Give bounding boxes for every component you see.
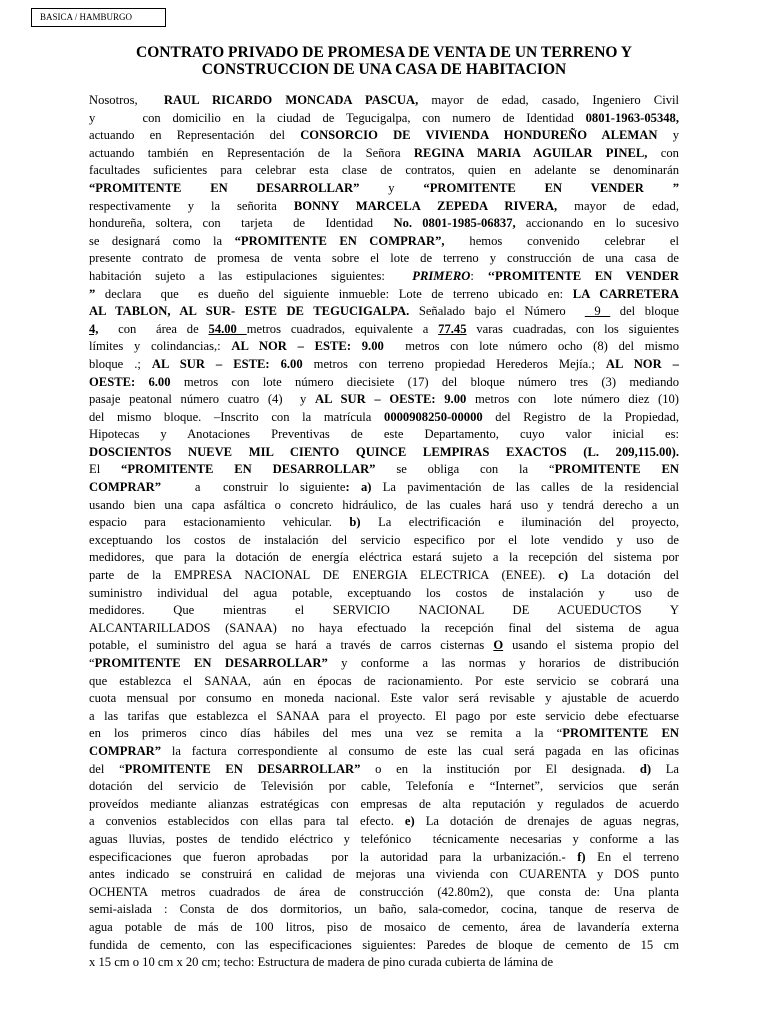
body-text-segment: dotación del servicio de Televisión por cable, Telefonía e “Internet”, servicios que serán [89,779,679,794]
body-line [89,321,679,339]
body-text-segment: OESTE: 6.00 [89,374,171,389]
body-line [89,303,679,321]
body-line [89,374,679,392]
body-text-segment: “PROMITENTE EN DESARROLLAR” [121,462,376,477]
body-text-segment: metros con lote número diez (10) [466,392,679,407]
body-line [89,549,679,567]
body-line [89,690,679,708]
body-text-segment: La electrificación e iluminación del proyecto, [360,515,679,530]
body-text-segment: OCHENTA metros cuadrados de área de construcción (42.80m2), que consta de: Una planta [89,884,679,899]
body-text-segment: con [647,145,679,160]
body-text-segment: especificaciones que fueron aprobadas por la autoridad para la urbanización.- [89,849,578,864]
body-text-segment: REGINA MARIA AGUILAR PINEL, [413,145,648,160]
body-line [89,831,679,849]
body-text-segment: usando bien una capa asfáltica o concreto hidráulico, de las cuales hará uso y tendrá derecho a un [89,497,679,512]
body-text-segment: actuando en Representación del [89,128,301,143]
body-text-segment: En el terreno [585,849,679,864]
body-text-segment: metros cuadrados, equivalente a [246,321,439,336]
body-text-segment: CONSORCIO DE VIVIENDA HONDUREÑO ALEMAN [300,128,658,143]
body-line [89,444,679,462]
body-text-segment: límites y colindancias,: [89,339,232,354]
body-text-segment: bloque .; [89,356,152,371]
body-text-segment: parte de la EMPRESA NACIONAL DE ENERGIA ELECTRICA (ENEE). [89,568,559,583]
body-line [89,761,679,779]
body-text-segment: y [657,128,679,143]
body-line [89,215,679,233]
body-text-segment: agua potable de más de 100 litros, piso de mosaico de cemento, área de lavandería externa [89,919,679,934]
body-text-segment: El [89,462,122,477]
body-text-segment: del bloque [610,304,680,319]
body-text-segment: x 15 cm o 10 cm x 20 cm; techo: Estructura de madera de pino curada cubierta de lámina de [89,955,554,970]
body-text-segment: PROMITENTE EN DESARROLLAR” [94,656,328,670]
body-text-segment: 9 [584,304,611,319]
body-line [89,479,679,497]
body-text-segment: DOSCIENTOS NUEVE MIL CIENTO QUINCE LEMPIRAS EXACTOS (L. 209,115.00). [89,444,679,459]
body-line [89,233,679,251]
body-text-segment: presente contrato de promesa de venta sobre el lote de terreno y construcción de una casa de [89,251,679,266]
body-text-segment: La dotación del [568,568,680,583]
body-text-segment: O [493,638,504,653]
body-line [89,725,679,743]
body-line [89,620,679,638]
body-line [89,937,679,955]
body-line [89,954,679,972]
body-text-segment: hondureña, soltera, con tarjeta de Identidad [89,216,394,231]
body-text-segment: ” [89,286,96,301]
body-line [89,286,679,304]
body-line [89,198,679,216]
body-text-segment: medidores. Que mientras el SERVICIO NACIONAL DE ACUEDUCTOS Y [89,603,679,618]
body-text-segment: La dotación de drenajes de aguas negras, [414,814,680,829]
body-text-segment: facultades suficientes para celebrar esta clase de contratos, quien en adelante se denominarán [89,163,679,178]
contract-body [89,92,679,972]
body-text-segment: usando el sistema propio del [503,638,679,653]
body-text-segment: metros con terreno propiedad Herederos Mejía.; [302,356,606,371]
body-text-segment: a convenios establecidos con ellas para tal efecto. [89,814,405,829]
body-line [89,514,679,532]
body-line [89,145,679,163]
body-line [89,110,679,128]
body-text-segment: PRIMERO [412,268,471,283]
body-line [89,391,679,409]
body-line [89,796,679,814]
body-text-segment: del Registro de la Propiedad, [482,409,680,424]
body-text-segment: e) [404,814,415,829]
body-text-segment: Nosotros, [89,93,164,107]
body-line [89,532,679,550]
body-text-segment: metros con lote número ocho (8) del mismo [383,339,679,354]
body-text-segment: PROMITENTE EN DESARROLLAR” [124,761,361,776]
body-line [89,497,679,515]
body-text-segment: 4, [89,321,99,336]
body-text-segment: ‘‘PROMITENTE EN VENDER [487,268,679,283]
body-text-segment: AL TABLON, AL SUR- ESTE DE TEGUCIGALPA. [89,304,410,319]
body-text-segment: La pavimentación de las calles de la residencial [371,480,679,495]
body-text-segment: y conforme a las normas y horarios de distribución [327,656,679,670]
body-line [89,250,679,268]
body-text-segment: proveídos mediante alianzas estratégicas con empresas de alta reputación y regulados de acuerdo [89,796,679,811]
body-line [89,655,679,673]
body-text-segment: AL NOR – [605,356,679,371]
body-line [89,585,679,603]
title-line-1: CONTRATO PRIVADO DE PROMESA DE VENTA DE UN TERRENO Y [136,44,632,61]
body-text-segment: mayor de edad, [557,198,679,213]
body-line [89,268,679,286]
header-tag: BASICA / HAMBURGO [31,8,166,27]
body-text-segment: La [651,761,679,776]
body-text-segment: aguas lluvias, postes de tendido eléctrico y telefónico técnicamente necesarias y conforme a las [89,831,679,846]
body-text-segment: habitación sujeto a las estipulaciones siguientes: [89,268,413,283]
body-text-segment: AL SUR – OESTE: 9.00 [314,392,467,407]
body-line [89,743,679,761]
body-text-segment: que establezca el SANAA, aún en épocas de racionamiento. Por este servicio se cobrará una [89,673,679,688]
body-line [89,92,679,110]
body-line [89,866,679,884]
body-text-segment: COMPRAR” [89,480,162,495]
body-text-segment: “PROMITENTE EN VENDER ” [423,180,680,195]
body-text-segment: antes indicado se construirá en calidad de mejoras una vivienda con CUARENTA y DOS punto [89,867,679,882]
body-line [89,461,679,479]
body-line [89,884,679,902]
body-line [89,338,679,356]
body-text-segment: b) [349,515,361,530]
body-text-segment: y con domicilio en la ciudad de Tegucigalpa, con numero de Identidad [89,110,586,125]
body-text-segment: RAUL RICARDO MONCADA PASCUA, [163,93,419,107]
body-text-segment: f) [577,849,586,864]
body-text-segment: PROMITENTE EN [554,462,679,477]
body-text-segment: fundida de cemento, con las especificaciones siguientes: Paredes de bloque de cemento de 15 cm [89,937,679,952]
body-text-segment: pasaje peatonal número cuatro (4) y [89,392,315,407]
body-text-segment: : [470,268,488,283]
body-text-segment: la factura correspondiente al consumo de este las cual será pagada en las oficinas [161,743,679,758]
body-text-segment: “ [89,656,95,670]
body-text-segment: con área de [98,321,209,336]
body-text-segment: hemos convenido celebrar el [444,233,679,248]
body-text-segment: 54.00 [208,321,247,336]
body-text-segment: varas cuadradas, con los siguientes [466,321,680,336]
body-line [89,813,679,831]
body-line [89,356,679,374]
body-text-segment: exceptuando los costos de instalación del servicio especifico por el lote vendido y uso de [89,532,679,547]
body-text-segment: “PROMITENTE EN DESARROLLAR” [89,180,360,195]
body-text-segment: c) [558,568,569,583]
body-text-segment: actuando también en Representación de la Señora [89,145,414,160]
body-line [89,426,679,444]
body-line [89,180,679,198]
body-text-segment: 77.45 [438,321,467,336]
body-line [89,673,679,691]
body-text-segment: PROMITENTE EN [562,726,679,741]
body-line [89,162,679,180]
body-text-segment: semi-aislada : Consta de dos dormitorios, un baño, sala-comedor, cocina, tanque de reserva de [89,902,679,917]
body-line [89,901,679,919]
body-text-segment: 0801-1963-05348, [585,110,679,125]
body-line [89,778,679,796]
body-text-segment: AL SUR – ESTE: 6.00 [151,356,303,371]
body-text-segment: espacio para estacionamiento vehicular. [89,515,350,530]
body-text-segment: cuota mensual por consumo en moneda nacional. Este valor será revisable y ajustable de acuerdo [89,691,679,706]
body-line [89,849,679,867]
body-text-segment: accionando en lo sucesivo [515,216,679,231]
body-text-segment: del mismo bloque. –Inscrito con la matrícula [89,409,385,424]
body-line [89,602,679,620]
body-text-segment: potable, el suministro del agua se hará a través de carros cisternas [89,638,494,653]
body-text-segment: y [359,180,424,195]
body-text-segment: Señalado bajo el Número [409,304,585,319]
body-text-segment: medidores, que para la dotación de energía eléctrica estará sujeto a la recepción del sistema por [89,550,679,565]
body-text-segment: declara que es dueño del siguiente inmueble: Lote de terreno ubicado en: [95,286,573,301]
body-text-segment: se designará como la [89,233,235,248]
body-text-segment: : a) [345,480,372,495]
body-text-segment: mayor de edad, casado, Ingeniero Civil [418,93,679,107]
body-text-segment: d) [639,761,652,776]
body-text-segment: a construir lo siguiente [161,480,346,495]
body-text-segment: No. 0801-1985-06837, [393,216,516,231]
body-line [89,567,679,585]
body-text-segment: COMPRAR” [89,743,162,758]
body-line [89,637,679,655]
body-text-segment: “PROMITENTE EN COMPRAR”, [234,233,445,248]
body-text-segment: o en la institución por El designada. [360,761,640,776]
body-text-segment: del “ [89,761,125,776]
body-text-segment: 0000908250-00000 [384,409,483,424]
body-line [89,409,679,427]
body-line [89,919,679,937]
body-text-segment: en los primeros cinco días hábiles del mes una vez se remita a la “ [89,726,563,741]
body-text-segment: ALCANTARILLADOS (SANAA) no haya efectuado la recepción final del sistema de agua [89,620,679,635]
body-line [89,708,679,726]
body-text-segment: a las tarifas que establezca el SANAA para el proyecto. El pago por este servicio debe efectuarse [89,708,679,723]
body-text-segment: LA CARRETERA [572,286,680,301]
body-text-segment: AL NOR – ESTE: 9.00 [231,339,384,354]
title-line-2: CONSTRUCCION DE UNA CASA DE HABITACION [201,61,567,78]
body-text-segment: metros con lote número diecisiete (17) del bloque número tres (3) mediando [170,374,679,389]
contract-title [40,44,728,78]
body-text-segment: se obliga con la “ [375,462,555,477]
body-text-segment: suministro individual del agua potable, exceptuando los costos de instalación y uso de [89,585,679,600]
body-line [89,127,679,145]
body-text-segment: Hipotecas y Anotaciones Preventivas de este Departamento, cuyo valor inicial es: [89,427,679,442]
body-text-segment: BONNY MARCELA ZEPEDA RIVERA, [293,198,558,213]
body-text-segment: respectivamente y la señorita [89,198,294,213]
